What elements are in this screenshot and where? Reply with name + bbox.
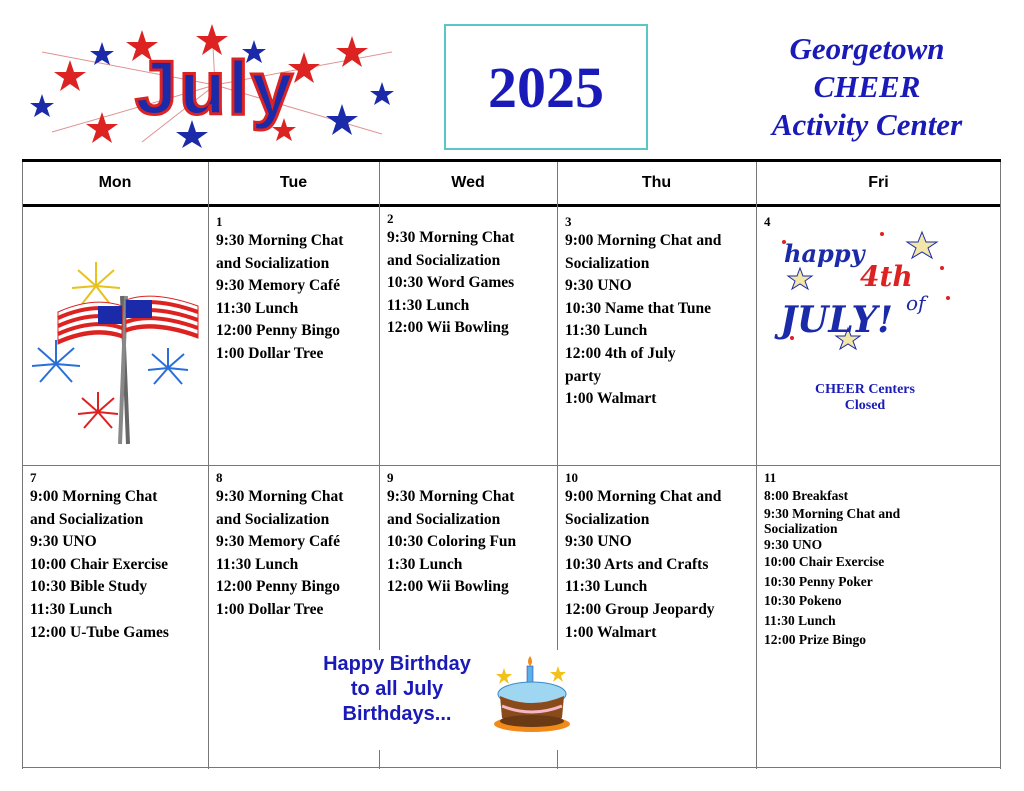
event-line: Socialization [565,510,650,528]
date-number: 4 [764,214,771,229]
date-number: 1 [216,214,223,229]
day-header-fri: Fri [868,174,889,191]
event-line: 12:00 Group Jeopardy [565,600,715,618]
event-line: 10:30 Penny Poker [764,573,873,589]
event-line: 9:30 Morning Chat and [764,505,901,521]
event-line: 11:30 Lunch [216,555,299,573]
date-number: 3 [565,214,572,229]
event-line: 10:30 Pokeno [764,593,842,608]
day-cell-4 [756,210,1001,230]
event-line: 11:30 Lunch [30,600,113,618]
event-line: 10:30 Coloring Fun [387,533,517,551]
birthday-line-2: to all July [350,678,444,700]
event-line: Socialization [764,521,838,536]
event-line: 10:30 Bible Study [30,578,148,596]
star-icon [54,60,86,91]
july-logo-text: July [134,46,296,131]
center-name-line-1: Georgetown [789,31,945,66]
day-header-wed: Wed [451,174,485,191]
event-line: 9:00 Morning Chat [30,488,158,505]
day-cell-7 [22,466,208,644]
event-line: and Socialization [387,251,501,269]
grid-line [22,767,1001,768]
event-line: 9:30 Morning Chat [216,232,344,249]
day-cell-9 [379,466,557,599]
event-line: 9:30 UNO [30,533,97,551]
banner-happy: happy [784,239,865,268]
event-line: 1:00 Dollar Tree [216,344,324,362]
day-cell-2 [379,207,557,340]
event-line: 9:30 UNO [764,536,823,552]
event-line: 10:30 Arts and Crafts [565,555,709,573]
event-line: 10:30 Word Games [387,274,515,292]
banner-4th: 4th [860,260,913,293]
closed-note-line-2: Closed [844,398,886,413]
event-line: 12:00 U-Tube Games [30,623,169,641]
day-cell-1 [208,210,379,366]
star-icon [370,82,394,105]
birthday-line-3: Birthdays... [342,703,452,725]
event-line: 11:30 Lunch [565,322,648,340]
event-line: 10:00 Chair Exercise [30,555,169,573]
event-line: 9:30 UNO [565,277,632,295]
birthday-cake-icon [490,654,574,736]
star-icon [550,666,566,682]
day-cell-3 [557,210,756,411]
year-box [444,24,648,150]
center-name-line-2: CHEER [813,69,921,104]
event-line: 12:00 Penny Bingo [216,322,341,340]
date-number: 11 [764,470,777,485]
star-icon [336,36,368,67]
day-cell-8 [208,466,379,622]
closed-note [815,382,915,414]
event-line: 12:00 4th of July [565,344,676,362]
event-line: 9:30 UNO [565,533,632,551]
banner-july: JULY! [780,299,893,341]
event-line: 1:00 Walmart [565,390,657,408]
birthday-line-1: Happy Birthday [323,653,471,675]
event-line: 9:00 Morning Chat and [565,488,722,505]
event-line: Socialization [565,254,650,272]
date-number: 10 [565,470,578,485]
event-line: 9:30 Memory Café [216,533,340,551]
star-icon [496,668,512,684]
event-line: 9:00 Morning Chat and [565,232,722,249]
event-line: 9:30 Morning Chat [216,488,344,505]
event-line: 1:30 Lunch [387,555,463,573]
event-line: party [565,367,602,385]
date-number: 9 [387,470,394,485]
event-line: 11:30 Lunch [216,299,299,317]
event-line: 12:00 Wii Bowling [387,578,509,596]
day-header-thu: Thu [641,174,672,191]
center-name-line-3: Activity Center [771,107,963,142]
event-line: 1:00 Walmart [565,623,657,641]
event-line: and Socialization [216,254,330,272]
event-line: 11:30 Lunch [565,578,648,596]
date-number: 7 [30,470,37,485]
event-line: 8:00 Breakfast [764,488,849,503]
event-line: 11:30 Lunch [764,612,836,628]
star-icon [86,112,118,143]
date-number: 8 [216,470,223,485]
day-header-mon: Mon [98,174,132,191]
event-line: and Socialization [387,510,501,528]
star-icon [30,94,54,117]
event-line: 12:00 Prize Bingo [764,632,866,647]
happy-4th-banner [772,228,956,360]
day-header-tue: Tue [279,174,308,191]
star-icon [326,104,358,135]
event-line: 12:00 Penny Bingo [216,578,341,596]
event-line: 9:30 Morning Chat [387,488,515,505]
event-line: 12:00 Wii Bowling [387,319,509,337]
center-name [742,30,992,144]
birthday-message [305,652,489,727]
july-logo [22,22,408,148]
event-line: 9:30 Morning Chat [387,229,515,246]
day-cell-10 [557,466,756,644]
event-line: 1:00 Dollar Tree [216,600,324,618]
fireworks-flag-icon [28,256,204,446]
event-line: 10:30 Name that Tune [565,299,711,317]
event-line: and Socialization [216,510,330,528]
star-icon [907,232,937,258]
event-line: 10:00 Chair Exercise [764,554,885,569]
day-cell-11 [756,466,1001,650]
closed-note-line-1: CHEER Centers [815,382,915,397]
date-number: 2 [387,211,394,226]
star-icon [788,268,812,289]
event-line: 9:30 Memory Café [216,277,340,295]
event-line: and Socialization [30,510,144,528]
year: 2025 [488,54,604,120]
event-line: 11:30 Lunch [387,296,470,314]
banner-of: of [906,291,926,315]
